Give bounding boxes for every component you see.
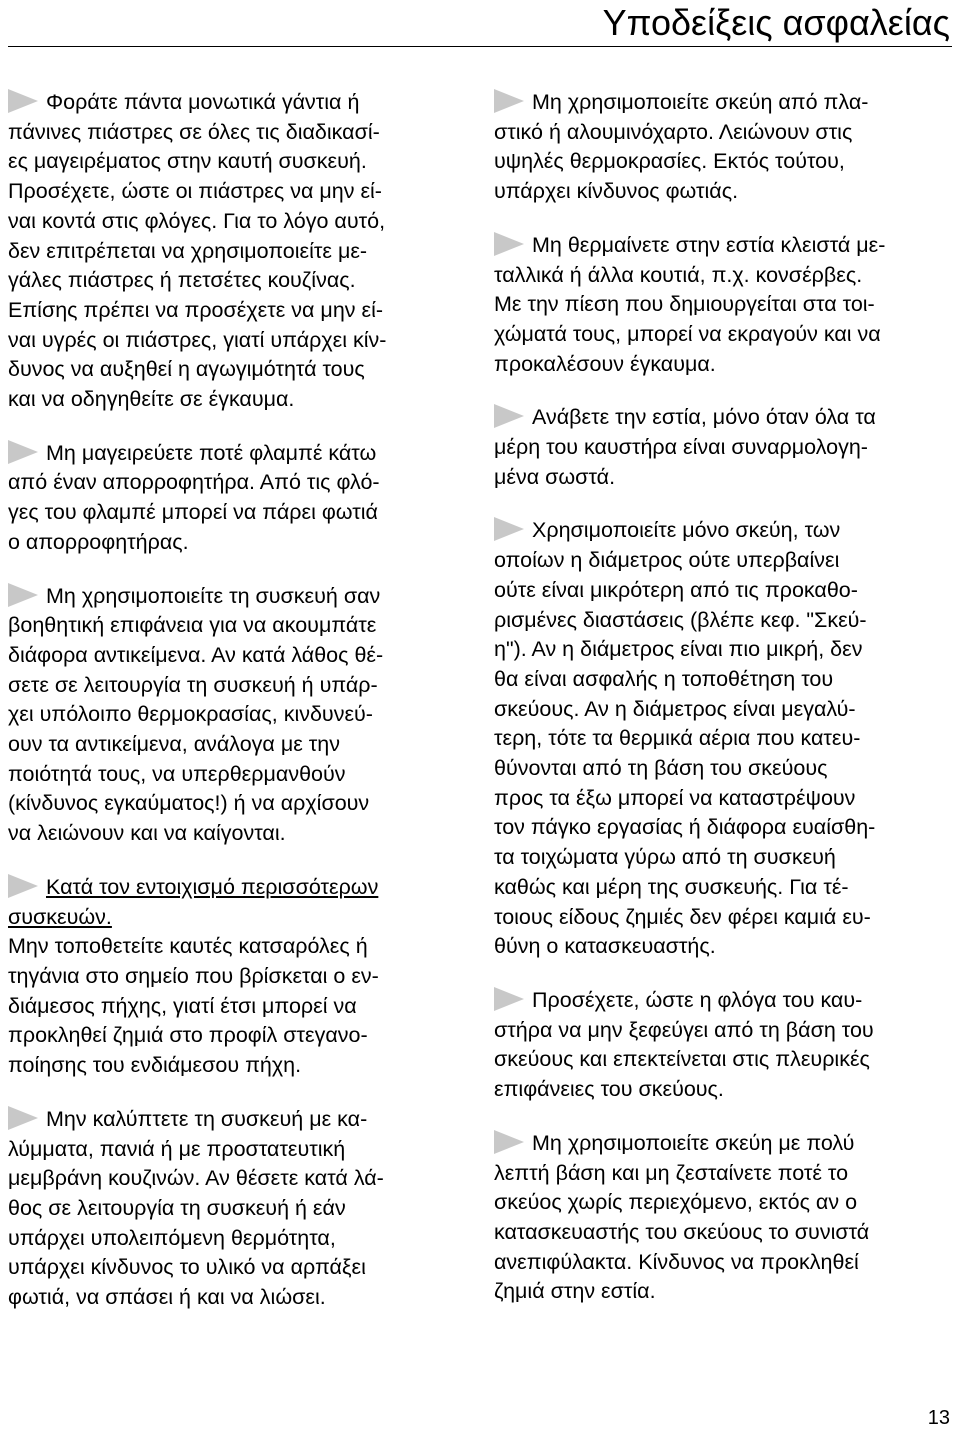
safety-item-text: Μη χρησιμοποιείτε σκεύη με πολύ λεπτή βάση και μη ζεσταίνετε ποτέ το σκεύος χωρίς περιεχόμενο, εκτός αν ο κατασκευαστής του σκεύους το συνιστά ανεπιφύλακτα. Κίνδυνος να προκληθεί ζημιά στην εστία. [494, 1130, 870, 1304]
triangle-arrow-icon [494, 517, 524, 541]
safety-item [494, 1129, 946, 1307]
page-title: Υποδείξεις ασφαλείας [602, 2, 950, 43]
triangle-arrow-icon [8, 1106, 38, 1130]
safety-item-text: Μη θερμαίνετε στην εστία κλειστά με- ταλλικά ή άλλα κουτιά, π.χ. κονσέρβες. Με την πίεση που δημιουργείται στα τοι- χώματά τους, μπορεί να εκραγούν και να προκαλέσουν έγκαυμα. [494, 232, 886, 376]
safety-item [8, 1105, 454, 1313]
safety-item [8, 582, 454, 849]
safety-item-text: Χρησιμοποιείτε μόνο σκεύη, των οποίων η διάμετρος ούτε υπερβαίνει ούτε είναι μικρότερη από τις προκαθο- ρισμένες διαστάσεις (βλέπε κεφ. "Σκεύ- η"). Αν η διάμετρος είναι πιο μικρή, δεν θα είναι ασφαλής η τοποθέτηση του σκεύους. Αν η διάμετρος είναι μεγαλύ- τερη, τότε τα θερμικά αέρια που κατευ- θύνονται από τη βάση του σκεύους προς τα έξω μπορεί να καταστρέψουν τον πάγκο εργασίας ή διάφορα ευαίσθη- τα τοιχώματα γύρω από τη συσκευή καθώς και μέρη της συσκευής. Για τέ- τοιους είδους ζημιές δεν φέρει καμιά ευ- θύνη ο κατασκευαστής. [494, 518, 876, 959]
safety-item [494, 403, 946, 492]
left-column [8, 88, 454, 1337]
header-divider [8, 46, 952, 47]
triangle-arrow-icon [494, 404, 524, 428]
triangle-arrow-icon [494, 1130, 524, 1154]
safety-item-text: Μην τοποθετείτε καυτές κατσαρόλες ή τηγάνια στο σημείο που βρίσκεται ο εν- διάμεσος πήχης, γιατί έτσι μπορεί να προκληθεί ζημιά στο προφίλ στεγανο- ποίησης του ενδιάμεσου πήχη. [8, 934, 379, 1078]
safety-item-text: Μη μαγειρεύετε ποτέ φλαμπέ κάτω από έναν απορροφητήρα. Από τις φλό- γες του φλαμπέ μπορεί να πάρει φωτιά ο απορροφητήρας. [8, 440, 380, 554]
safety-item [8, 88, 454, 415]
triangle-arrow-icon [8, 440, 38, 464]
safety-item-text: Μη χρησιμοποιείτε τη συσκευή σαν βοηθητική επιφάνεια για να ακουμπάτε διάφορα αντικείμενα. Αν κατά λάθος θέ- σετε σε λειτουργία τη συσκευή ή υπάρ- χει υπόλοιπο θερμοκρασίας, κινδυνεύ- ουν τα αντικείμενα, ανάλογα με την ποιότητά τους, να υπερθερμανθούν (κίνδυνος εγκαύματος!) ή να αρχίσουν να λειώνουν και να καίγονται. [8, 583, 384, 846]
safety-item [494, 986, 946, 1105]
safety-item [494, 88, 946, 207]
safety-item-text: Ανάβετε την εστία, μόνο όταν όλα τα μέρη του καυστήρα είναι συναρμολογη- μένα σωστά. [494, 405, 876, 489]
triangle-arrow-icon [8, 874, 38, 898]
safety-item [8, 439, 454, 558]
safety-item-text: Μη χρησιμοποιείτε σκεύη από πλα- στικό ή αλουμινόχαρτο. Λειώνουν στις υψηλές θερμοκρασίες. Εκτός τούτου, υπάρχει κίνδυνος φωτιάς. [494, 90, 869, 204]
right-column [494, 88, 946, 1331]
safety-item-heading: Κατά τον εντοιχισμό περισσότερων συσκευών. [8, 874, 379, 929]
safety-item [494, 516, 946, 962]
triangle-arrow-icon [494, 89, 524, 113]
triangle-arrow-icon [494, 232, 524, 256]
safety-item-text: Μην καλύπτετε τη συσκευή με κα- λύμματα, πανιά ή με προστατευτική μεμβράνη κουζινών. Αν θέσετε κατά λά- θος σε λειτουργία τη συσκευή ή εάν υπάρχει υπολειπόμενη θερμότητα, υπάρχει κίνδυνος το υλικό να αρπάξει φωτιά, να σπάσει ή και να λιώσει. [8, 1106, 384, 1310]
page-number: 13 [927, 1407, 950, 1429]
triangle-arrow-icon [8, 89, 38, 113]
safety-item-text: Φοράτε πάντα μονωτικά γάντια ή πάνινες πιάστρες σε όλες τις διαδικασί- ες μαγειρέματος στην καυτή συσκευή. Προσέχετε, ώστε οι πιάστρες να μην εί- ναι κοντά στις φλόγες. Για το λόγο αυτό, δεν επιτρέπεται να χρησιμοποιείτε με- γάλες πιάστρες ή πετσέτες κουζίνας. Επίσης πρέπει να προσέχετε να μην εί- ναι υγρές οι πιάστρες, γιατί υπάρχει κίν- δυνος να αυξηθεί η αγωγιμότητά τους και να οδηγηθείτε σε έγκαυμα. [8, 90, 387, 412]
safety-item-text: Προσέχετε, ώστε η φλόγα του καυ- στήρα να μην ξεφεύγει από τη βάση του σκεύους και επεκτείνεται στις πλευρικές επιφάνειες του σκεύους. [494, 987, 874, 1102]
triangle-arrow-icon [8, 583, 38, 607]
safety-item [494, 231, 946, 380]
triangle-arrow-icon [494, 987, 524, 1011]
safety-item [8, 873, 454, 1081]
